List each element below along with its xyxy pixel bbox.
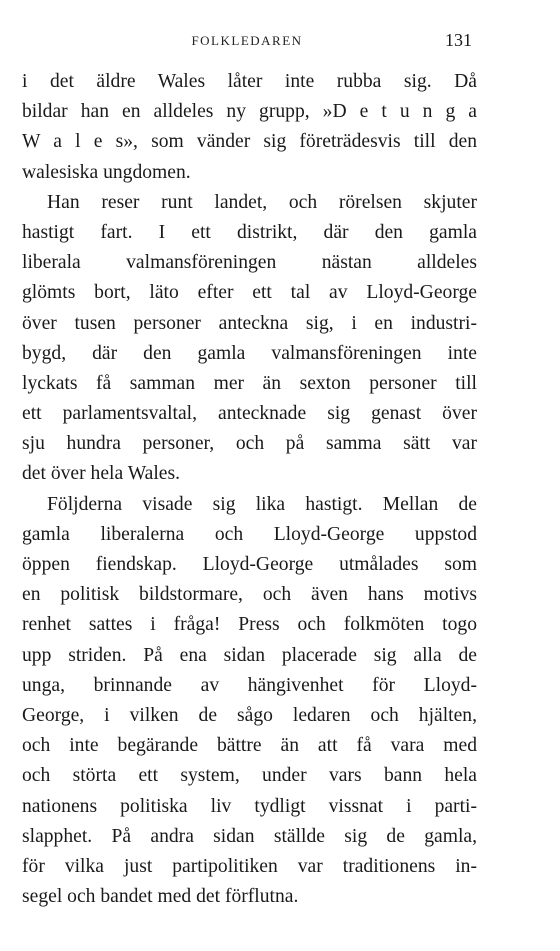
text-line: och störta ett system, under vars bann hela (22, 765, 477, 787)
paragraph (22, 67, 477, 188)
text-line: för vilka just partipolitiken var traditionens in- (22, 855, 477, 877)
text-line: det över hela Wales. (22, 463, 181, 485)
text-line: glömts bort, läto efter ett tal av Lloyd-George (22, 282, 477, 304)
paragraph (22, 188, 477, 490)
text-line: segel och bandet med det förflutna. (22, 886, 299, 908)
running-header (22, 30, 472, 52)
text-line: i det äldre Wales låter inte rubba sig. Då (22, 71, 477, 92)
text-line: slapphet. På andra sidan ställde sig de gamla, (22, 825, 477, 847)
text-line: walesiska ungdomen. (22, 161, 191, 183)
text-line: bygd, där den gamla valmansföreningen inte (22, 342, 477, 364)
text-line: hastigt fart. I ett distrikt, där den gamla (22, 221, 477, 243)
text-line: och inte begärande bättre än att få vara med (22, 735, 477, 757)
text-line: renhet sattes i fråga! Press och folkmöten togo (22, 614, 477, 636)
text-line: George, i vilken de sågo ledaren och hjälten, (22, 704, 477, 726)
text-line: upp striden. På ena sidan placerade sig alla de (22, 644, 477, 666)
text-line: nationens politiska liv tydligt vissnat i parti- (22, 795, 477, 817)
text-line: bildar han en alldeles ny grupp, »D e t u n g a (22, 101, 477, 123)
text-line: en politisk bildstormare, och även hans motivs (22, 584, 477, 606)
text-line: Följderna visade sig lika hastigt. Mellan de (47, 493, 477, 515)
text-line: W a l e s», som vänder sig företrädesvis till den (22, 131, 477, 153)
text-line: öppen fiendskap. Lloyd-George utmålades som (22, 554, 477, 575)
paragraph (22, 490, 477, 913)
text-line: Han reser runt landet, och rörelsen skjuter (47, 191, 477, 213)
text-line: gamla liberalerna och Lloyd-George uppstod (22, 523, 477, 545)
body-text (22, 67, 477, 912)
text-line: liberala valmansföreningen nästan alldeles (22, 252, 477, 274)
page-number: 131 (445, 30, 472, 50)
text-line: unga, brinnande av hängivenhet för Lloyd- (22, 674, 477, 696)
text-line: lyckats få samman mer än sexton personer till (22, 372, 477, 394)
running-title: FOLKLEDAREN (191, 33, 303, 48)
text-line: ett parlamentsvaltal, antecknade sig genast över (22, 403, 477, 425)
text-line: sju hundra personer, och på samma sätt var (22, 433, 477, 455)
text-line: över tusen personer anteckna sig, i en industri- (22, 312, 477, 334)
